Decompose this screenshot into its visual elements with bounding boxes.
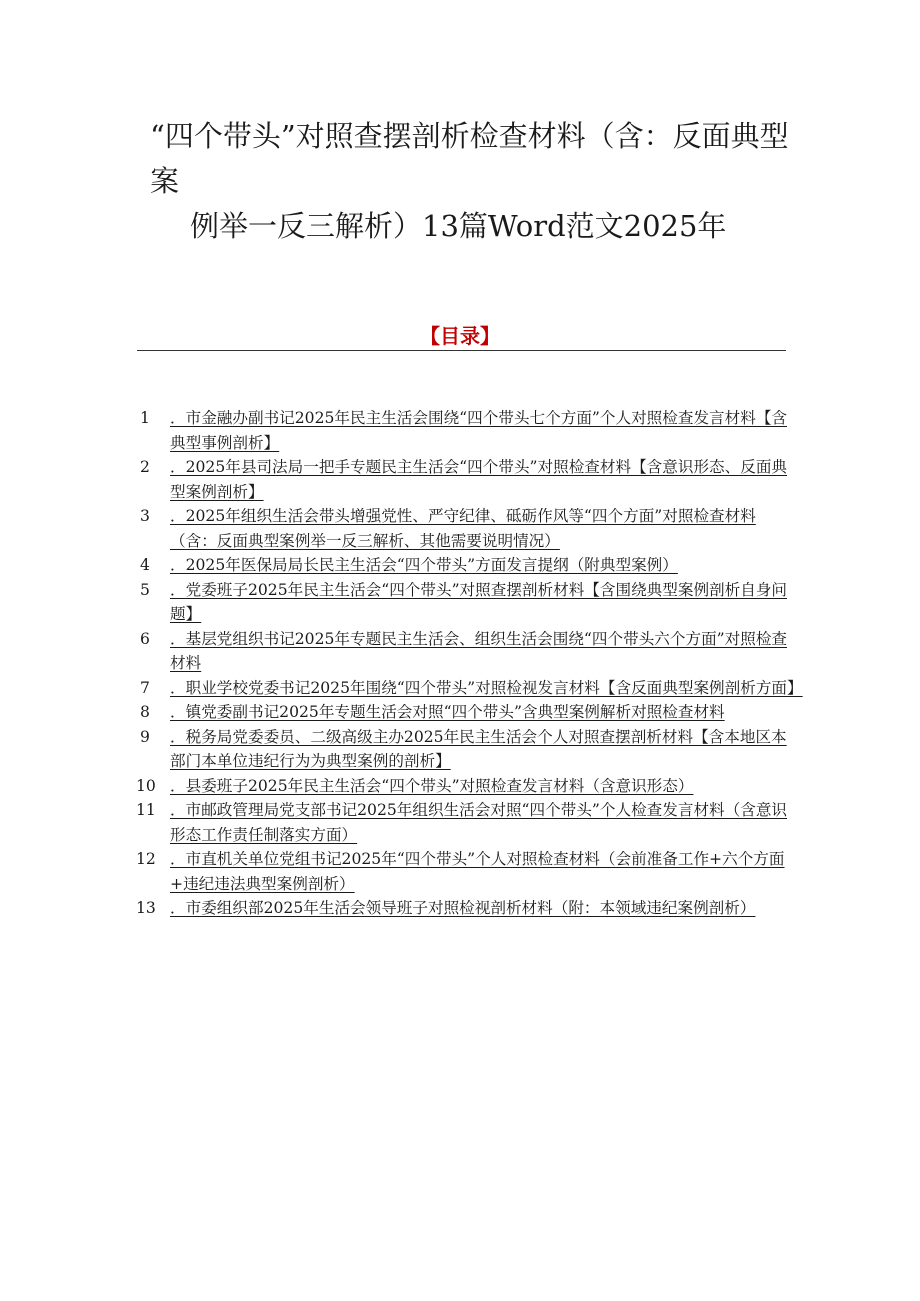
toc-item-7[interactable] [136,676,803,701]
toc-item-number: 12 [136,850,156,868]
toc-item-number: 9 [140,727,150,746]
toc-heading-close-bracket: 】 [480,324,500,348]
toc-item-link[interactable]: ．县委班子2025年民主生活会“四个带头”对照检查发言材料（含意识形态） [170,776,694,795]
toc-item-link[interactable]: ．党委班子2025年民主生活会“四个带头”对照查摆剖析材料【含围绕典型案例剖析自身问题】 [170,580,788,623]
toc-item-number: 5 [140,580,150,599]
toc-item-link[interactable]: ．镇党委副书记2025年专题生活会对照“四个带头”含典型案例解析对照检查材料 [170,703,725,721]
toc-item-13[interactable] [136,896,796,921]
toc-item-9[interactable] [136,725,796,774]
toc-item-number: 7 [140,678,150,697]
toc-item-link[interactable]: ．市直机关单位党组书记2025年“四个带头”个人对照检查材料（会前准备工作+六个方面+违纪违法典型案例剖析） [170,850,785,893]
toc-item-number: 6 [140,629,150,648]
toc-item-6[interactable] [136,627,796,676]
toc-heading-open-bracket: 【 [420,324,440,348]
toc-item-3[interactable] [136,504,796,553]
toc-item-1[interactable] [136,406,796,455]
toc-item-5[interactable] [136,578,796,627]
toc-item-number: 3 [140,507,150,525]
toc-item-number: 11 [136,801,156,819]
toc-item-link[interactable]: ．职业学校党委书记2025年围绕“四个带头”对照检视发言材料【含反面典型案例剖析方面】 [170,678,803,697]
toc-item-link[interactable]: ．2025年医保局局长民主生活会“四个带头”方面发言提纲（附典型案例） [170,556,678,574]
toc-list [136,406,803,921]
toc-item-number: 10 [136,776,156,795]
toc-item-number: 4 [140,556,150,574]
toc-item-link[interactable]: ．市委组织部2025年生活会领导班子对照检视剖析材料（附：本领域违纪案例剖析） [170,899,756,917]
toc-item-4[interactable] [136,553,796,578]
toc-item-link[interactable]: ．税务局党委委员、二级高级主办2025年民主生活会个人对照查摆剖析材料【含本地区本部门本单位违纪行为为典型案例的剖析】 [170,727,787,770]
toc-item-8[interactable] [136,700,796,725]
toc-item-link[interactable]: ．市金融办副书记2025年民主生活会围绕“四个带头七个方面”个人对照检查发言材料【含典型事例剖析】 [170,409,788,452]
toc-item-number: 8 [140,703,150,721]
toc-item-link[interactable]: ．基层党组织书记2025年专题民主生活会、组织生活会围绕“四个带头六个方面”对照检查材料 [170,629,788,672]
toc-item-link[interactable]: ．2025年县司法局一把手专题民主生活会“四个带头”对照检查材料【含意识形态、反面典型案例剖析】 [170,458,788,501]
toc-item-number: 1 [140,409,150,427]
toc-item-2[interactable] [136,455,796,504]
toc-item-number: 2 [140,458,150,476]
document-title [150,114,800,249]
toc-item-link[interactable]: ．2025年组织生活会带头增强党性、严守纪律、砥砺作风等“四个方面”对照检查材料（含：反面典型案例举一反三解析、其他需要说明情况） [170,507,756,550]
document-title-line-1: “四个带头”对照查摆剖析检查材料（含：反面典型案 [150,119,789,198]
toc-item-number: 13 [136,899,156,917]
toc-heading-label: 目录 [440,324,480,348]
toc-item-link[interactable]: ．市邮政管理局党支部书记2025年组织生活会对照“四个带头”个人检查发言材料（含意识形态工作责任制落实方面） [170,801,788,844]
toc-item-11[interactable] [136,798,796,847]
document-title-line-2: 例举一反三解析）13篇Word范文2025年 [190,209,727,243]
toc-heading [0,320,920,349]
toc-item-10[interactable] [136,774,796,799]
toc-divider [137,350,786,351]
toc-item-12[interactable] [136,847,796,896]
